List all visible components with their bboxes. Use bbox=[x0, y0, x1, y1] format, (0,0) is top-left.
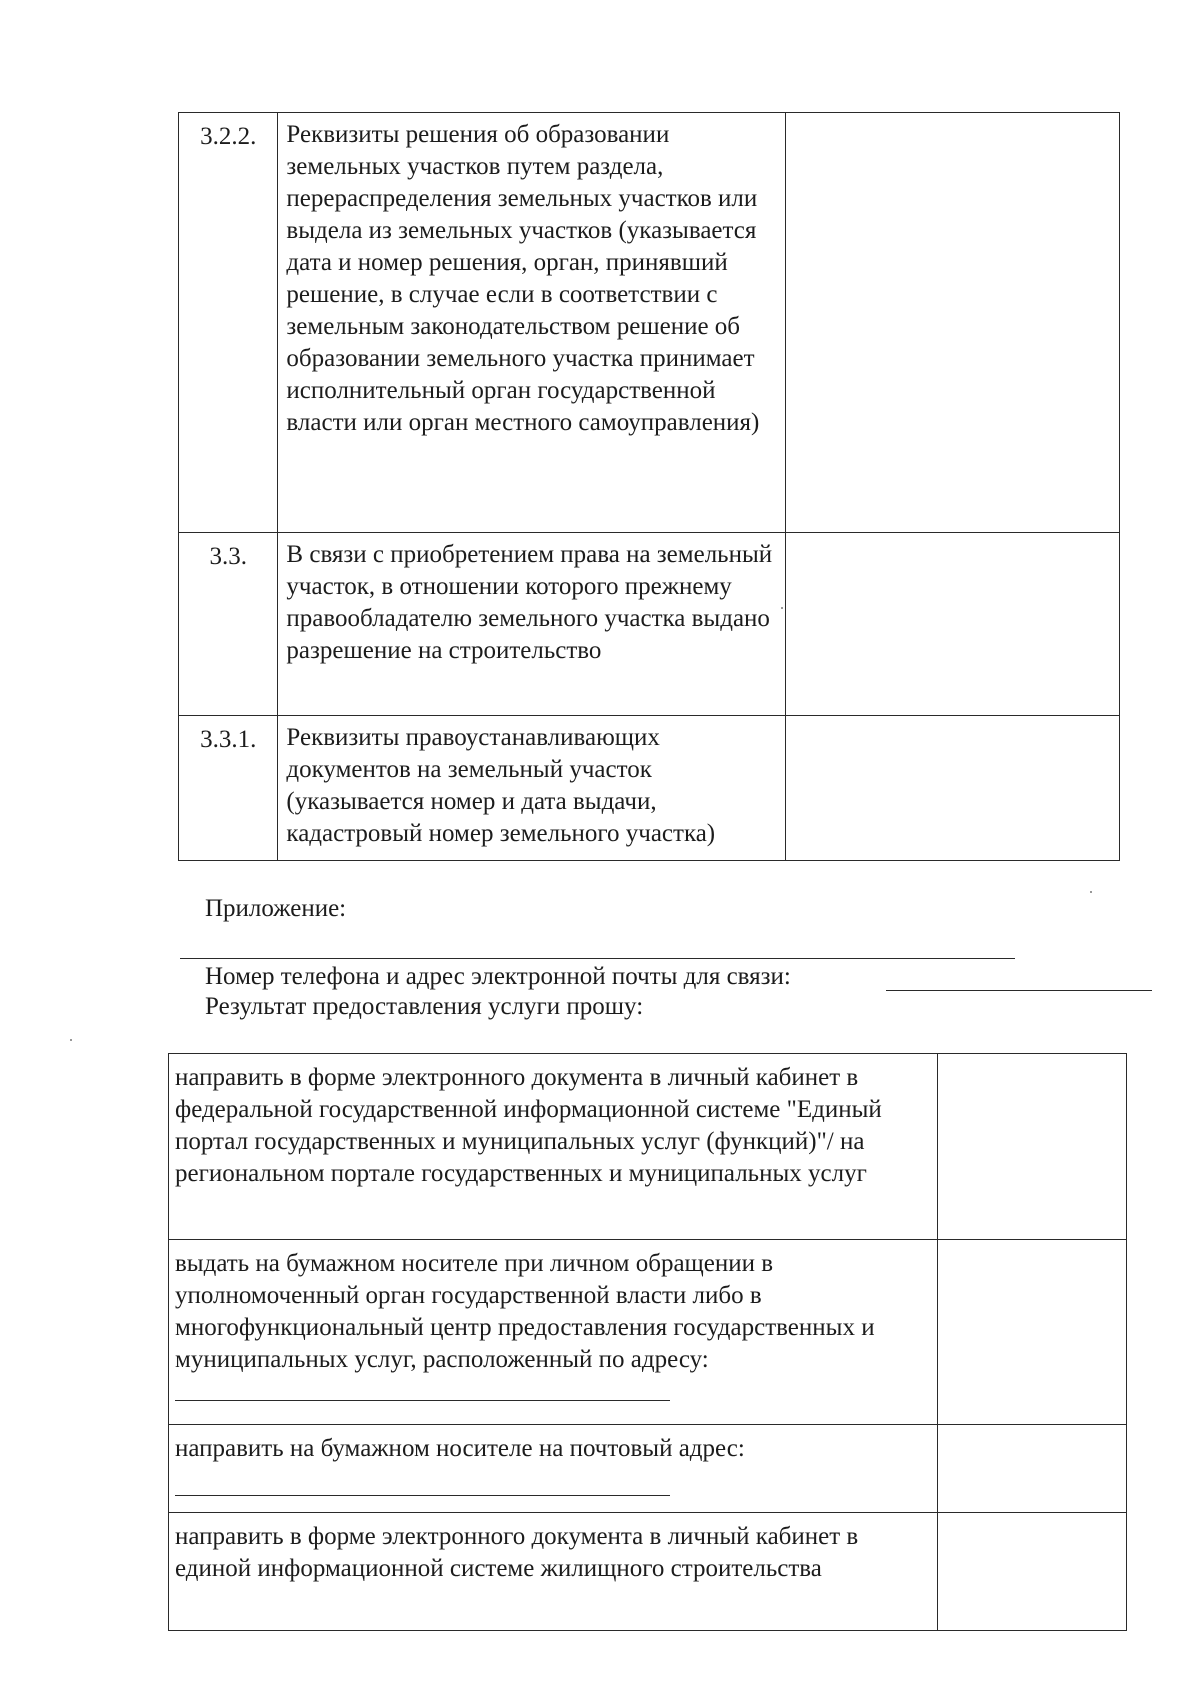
info-table bbox=[178, 112, 1120, 861]
option-text: направить на бумажном носителе на почтовый адрес: bbox=[175, 1435, 745, 1462]
option-text: выдать на бумажном носителе при личном обращении в уполномоченный орган государственной власти либо в многофункциональный центр предоставления государственных и муниципальных услуг, расположенный по bbox=[175, 1250, 875, 1373]
table-row bbox=[179, 113, 1120, 533]
row-description: Реквизиты решения об образовании земельных участков путем раздела, перераспределения земельных участков или выдела из земельных участков (указывается дата и номер решения, орган, принявший решение, в случае если в соответствии с земельным законодательством решение об образовании земельного участка принимает исполнительный орган государственной власти или орган местного самоуправления) bbox=[278, 113, 785, 533]
appendix-label: Приложение: bbox=[205, 895, 347, 922]
scan-speck bbox=[781, 607, 783, 609]
address-field-line[interactable] bbox=[175, 1376, 670, 1401]
row-number: 3.2.2. bbox=[179, 113, 278, 533]
row-value-cell[interactable] bbox=[785, 113, 1119, 533]
option-checkbox-cell[interactable] bbox=[938, 1240, 1127, 1425]
address-label: адресу: bbox=[630, 1346, 709, 1373]
postal-address-line[interactable] bbox=[175, 1471, 670, 1496]
result-label: Результат предоставления услуги прошу: bbox=[205, 993, 644, 1020]
table-row bbox=[179, 716, 1120, 861]
option-checkbox-cell[interactable] bbox=[938, 1054, 1127, 1240]
row-value-cell[interactable] bbox=[785, 533, 1119, 716]
contact-label: Номер телефона и адрес электронной почты для связи: bbox=[205, 963, 791, 990]
option-text: направить в форме электронного документа в личный кабинет в единой информационной системе жилищного строительства bbox=[169, 1513, 938, 1631]
row-description: В связи с приобретением права на земельный участок, в отношении которого прежнему правообладателю земельного участка выдано разрешение на строительство bbox=[278, 533, 785, 716]
delivery-options-table bbox=[168, 1053, 1127, 1631]
table-row bbox=[169, 1054, 1127, 1240]
option-cell bbox=[169, 1240, 938, 1425]
table-row bbox=[169, 1513, 1127, 1631]
table-row bbox=[169, 1240, 1127, 1425]
row-number: 3.3.1. bbox=[179, 716, 278, 861]
row-description: Реквизиты правоустанавливающих документов на земельный участок (указывается номер и дата выдачи, кадастровый номер земельного участка) bbox=[278, 716, 785, 861]
row-value-cell[interactable] bbox=[785, 716, 1119, 861]
scan-speck bbox=[70, 1039, 72, 1041]
option-cell bbox=[169, 1425, 938, 1513]
option-text: направить в форме электронного документа в личный кабинет в федеральной государственной информационной системе "Единый портал государственных и муниципальных услуг (функций)"/ на региональном портале государственных и муниципальных услуг bbox=[169, 1054, 938, 1240]
table-row bbox=[179, 533, 1120, 716]
option-checkbox-cell[interactable] bbox=[938, 1513, 1127, 1631]
row-number: 3.3. bbox=[179, 533, 278, 716]
table-row bbox=[169, 1425, 1127, 1513]
scan-speck bbox=[1090, 891, 1092, 893]
appendix-line[interactable] bbox=[180, 958, 1015, 959]
contact-field-line[interactable] bbox=[886, 990, 1152, 991]
option-checkbox-cell[interactable] bbox=[938, 1425, 1127, 1513]
